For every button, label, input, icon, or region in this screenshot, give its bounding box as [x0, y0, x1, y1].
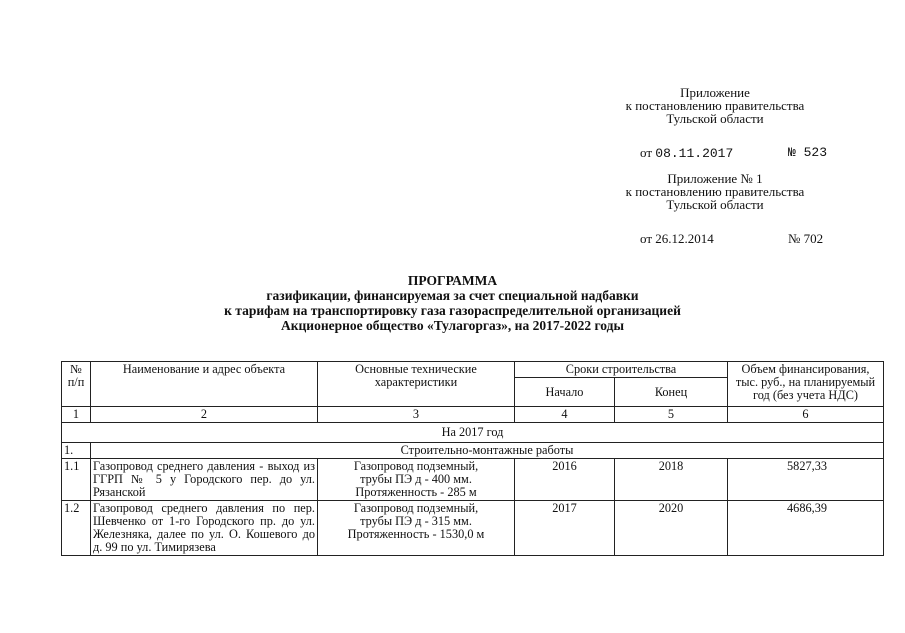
section-row [62, 443, 884, 459]
title-line: к тарифам на транспортировку газа газораспределительной организацией [224, 303, 681, 318]
spec-line: Протяженность - 1530,0 м [347, 527, 485, 541]
title-line: газификации, финансируемая за счет специальной надбавки [266, 288, 639, 303]
spec-line: трубы ПЭ д - 315 мм. [360, 514, 472, 528]
spec-line: Газопровод подземный, [353, 501, 479, 515]
appendix-current-header [585, 86, 845, 125]
row-start: 2017 [515, 501, 615, 556]
header-specs: Основные технические характеристики [318, 362, 515, 407]
row-name: Газопровод среднего давления по пер. Шевченко от 1-го Городского пр. до ул. Железняка, далее по ул. О. Кошевого до д. 99 по ул. Тимирязева [91, 501, 318, 556]
header-row [62, 362, 884, 378]
column-number: 2 [91, 407, 318, 423]
column-number: 5 [615, 407, 728, 423]
appendix-line: Приложение № 1 [667, 171, 763, 186]
table-row [62, 501, 884, 556]
title-line: ПРОГРАММА [407, 273, 498, 288]
decree-date: от 26.12.2014 [640, 231, 714, 246]
column-number: 1 [62, 407, 91, 423]
spec-line: Газопровод подземный, [353, 459, 479, 473]
column-number: 6 [728, 407, 884, 423]
section-num: 1. [62, 443, 91, 459]
header-period: Сроки строительства [515, 362, 728, 378]
header-end: Конец [615, 378, 728, 407]
year-section-label: На 2017 год [62, 423, 884, 443]
header-name: Наименование и адрес объекта [91, 362, 318, 407]
column-number-row [62, 407, 884, 423]
row-name: Газопровод среднего давления - выход из ГГРП № 5 у Городского пер. до ул. Рязанской [91, 459, 318, 501]
program-title [0, 273, 905, 333]
current-decree-dateline [640, 145, 828, 161]
row-specs [318, 459, 515, 501]
table-row [62, 459, 884, 501]
row-end: 2018 [615, 459, 728, 501]
date-prefix: от [640, 145, 653, 160]
header-num: № п/п [62, 362, 91, 407]
title-line: Акционерное общество «Тулагоргаз», на 2017-2022 годы [281, 318, 624, 333]
appendix-line: к постановлению правительства [625, 184, 805, 199]
section-label: Строительно-монтажные работы [91, 443, 884, 459]
year-section-row [62, 423, 884, 443]
original-decree-dateline [640, 231, 824, 247]
appendix-line: Тульской области [666, 197, 764, 212]
column-number: 4 [515, 407, 615, 423]
row-funding: 5827,33 [728, 459, 884, 501]
row-num: 1.1 [62, 459, 91, 501]
row-funding: 4686,39 [728, 501, 884, 556]
program-table [61, 361, 884, 556]
decree-number: № 702 [788, 231, 824, 246]
header-start: Начало [515, 378, 615, 407]
decree-date: 08.11.2017 [655, 146, 734, 161]
appendix-line: Приложение [680, 85, 750, 100]
row-num: 1.2 [62, 501, 91, 556]
header-funding: Объем финансирования, тыс. руб., на планируемый год (без учета НДС) [728, 362, 884, 407]
row-start: 2016 [515, 459, 615, 501]
spec-line: трубы ПЭ д - 400 мм. [360, 472, 472, 486]
row-specs [318, 501, 515, 556]
appendix-line: к постановлению правительства [625, 98, 805, 113]
decree-number: № 523 [788, 145, 828, 160]
appendix-line: Тульской области [666, 111, 764, 126]
row-end: 2020 [615, 501, 728, 556]
appendix-original-header [585, 172, 845, 211]
spec-line: Протяженность - 285 м [355, 485, 477, 499]
column-number: 3 [318, 407, 515, 423]
